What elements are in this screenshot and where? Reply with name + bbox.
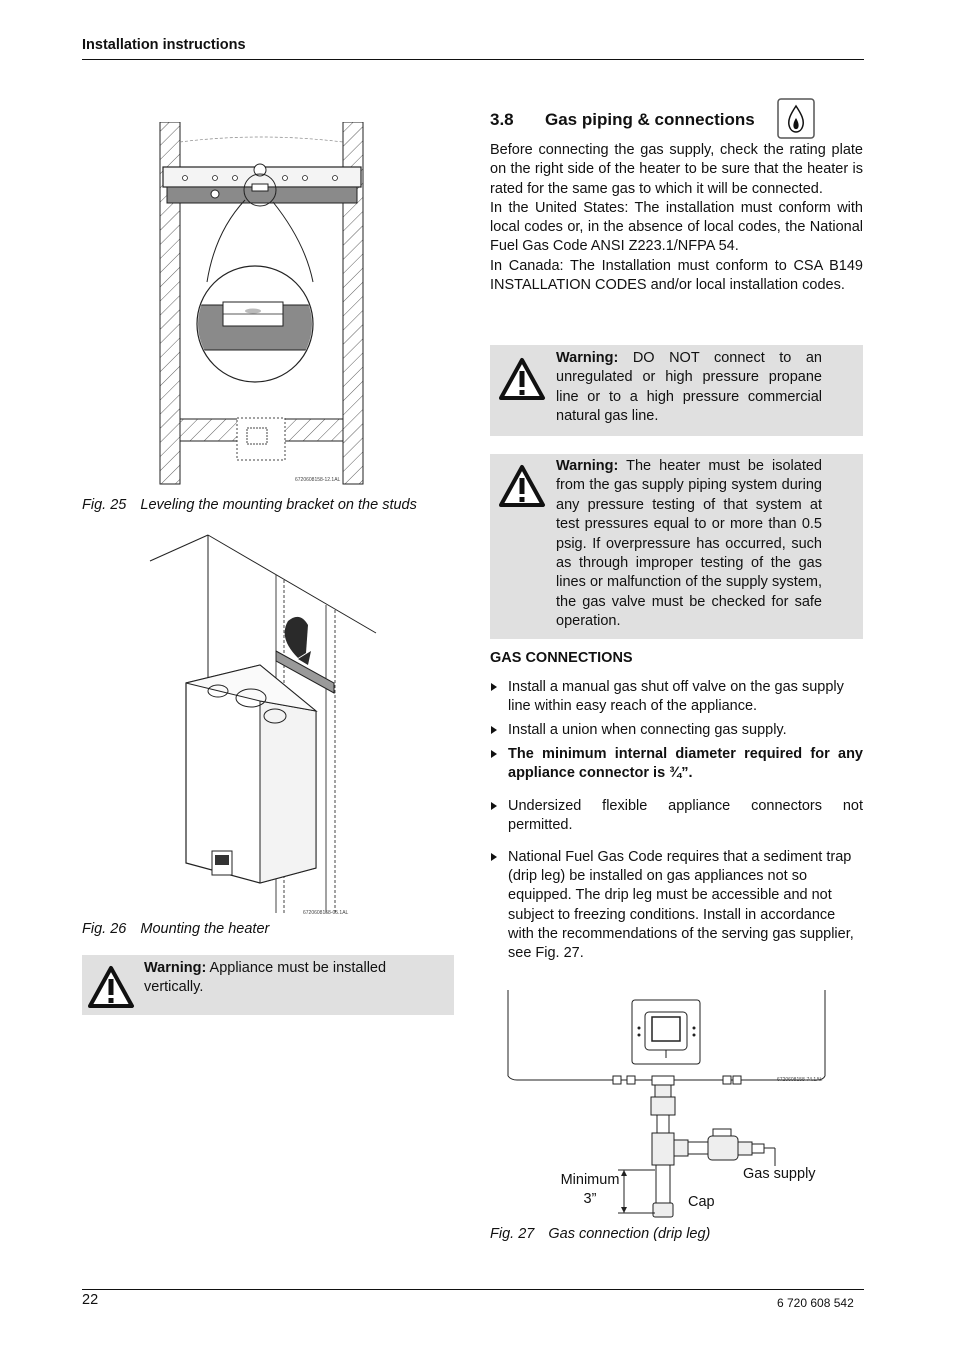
warning-label: Warning: — [144, 960, 207, 976]
cap-label: Cap — [688, 1194, 715, 1210]
figure-26 — [148, 533, 380, 918]
list-item-text: Undersized flexible appliance connectors not permitted. — [508, 798, 863, 834]
warning-box-pressure — [490, 345, 863, 436]
figure-25-caption — [82, 497, 417, 513]
figure-25-number: Fig. 25 — [82, 497, 127, 513]
header-title: Installation instructions — [82, 37, 246, 53]
section-number: 3.8 — [490, 110, 514, 129]
warning-pressure-body: DO NOT connect to an unregulated or high pressure propane line or to a high pressure commercial natural gas line. — [556, 350, 822, 425]
list-item-text: Install a manual gas shut off valve on the gas supply line within easy reach of the appliance. — [508, 679, 844, 715]
figure-26-caption-text: Mounting the heater — [140, 921, 270, 937]
header-rule — [82, 59, 864, 60]
page-number: 22 — [82, 1292, 99, 1308]
warning-isolation-body: The heater must be isolated from the gas supply piping system during any pressure testing of that system at test pressures equal to or more than 0.5 psig. If overpressure has occurred, such as through improper testing of the gas lines or malfunction of the supply system, the gas valve must be checked for safe operation. — [556, 458, 822, 630]
section-title-text: Gas piping & connections — [545, 110, 755, 129]
list-item — [490, 745, 863, 783]
warning-vertical-body: Appliance must be installed vertically. — [144, 960, 387, 996]
bullet-arrow-icon — [491, 853, 497, 861]
figure-25 — [155, 122, 365, 487]
minimum-value: 3” — [583, 1191, 597, 1207]
warning-pressure-text — [556, 349, 822, 427]
leveling-bracket-illustration — [155, 122, 365, 487]
gas-connections-list — [490, 745, 863, 783]
list-item-text: National Fuel Gas Code requires that a sediment trap (drip leg) be installed on gas appliances not so equipped. The drip leg must be accessible and not subject to freezing conditions. Install in accordance with the recommendations of the serving gas supplier, see Fig. 27. — [508, 849, 854, 962]
warning-label: Warning: — [556, 350, 619, 366]
bullet-arrow-icon — [491, 802, 497, 810]
warning-triangle-icon — [498, 357, 546, 401]
paragraph-united-states: In the United States: The installation must conform with local codes or, in the absence of local codes, the National Fuel Gas Code ANSI Z223.1/NFPA 54. — [490, 199, 863, 255]
minimum-label-text: Minimum — [560, 1172, 620, 1188]
gas-connections-list — [490, 797, 863, 835]
list-item-text: The minimum internal diameter required for any appliance connector is ¾”. — [508, 746, 863, 782]
warning-triangle-icon — [498, 464, 546, 508]
figure-26-number: Fig. 26 — [82, 921, 127, 937]
figure-27-caption-text: Gas connection (drip leg) — [548, 1226, 711, 1242]
intro-paragraphs — [490, 141, 863, 295]
paragraph-canada: In Canada: The Installation must conform to CSA B149 INSTALLATION CODES and/or local installation codes. — [490, 257, 863, 294]
warning-triangle-icon — [87, 965, 135, 1009]
figure-25-caption-text: Leveling the mounting bracket on the studs — [140, 497, 417, 513]
gas-connections-list — [490, 848, 863, 963]
figure-27-number: Fig. 27 — [490, 1226, 535, 1242]
section-title — [490, 110, 755, 130]
figure-26-code: 6720608158-05.1AL — [303, 910, 349, 916]
gas-supply-label: Gas supply — [743, 1166, 816, 1182]
gas-flame-icon — [777, 98, 815, 139]
figure-27-caption — [490, 1226, 710, 1242]
list-item-text: Install a union when connecting gas supply. — [508, 722, 787, 738]
figure-25-code: 6720608158-12.1AL — [295, 477, 341, 483]
list-item — [490, 848, 863, 963]
document-code: 6 720 608 542 — [777, 1296, 854, 1310]
warning-isolation-text — [556, 457, 822, 632]
mounting-heater-illustration — [148, 533, 380, 918]
gas-connections-list — [490, 678, 863, 716]
minimum-label — [558, 1171, 622, 1209]
warning-vertical-text — [144, 959, 444, 998]
footer-rule — [82, 1289, 864, 1290]
gas-connections-list — [490, 721, 863, 740]
warning-box-vertical — [82, 955, 454, 1015]
figure-27 — [505, 988, 830, 1224]
bullet-arrow-icon — [491, 726, 497, 734]
list-item — [490, 721, 863, 740]
paragraph-rating-plate: Before connecting the gas supply, check the rating plate on the right side of the heater to be sure that the heater is rated for the same gas to which it will be connected. — [490, 142, 863, 197]
list-item — [490, 678, 863, 716]
figure-27-code: 6720608158-74.1AL — [777, 1077, 823, 1083]
bullet-arrow-icon — [491, 683, 497, 691]
figure-26-caption — [82, 921, 269, 937]
warning-box-isolation — [490, 454, 863, 639]
list-item — [490, 797, 863, 835]
warning-label: Warning: — [556, 458, 619, 474]
gas-drip-leg-illustration — [505, 988, 830, 1224]
gas-connections-heading: GAS CONNECTIONS — [490, 650, 633, 666]
bullet-arrow-icon — [491, 750, 497, 758]
